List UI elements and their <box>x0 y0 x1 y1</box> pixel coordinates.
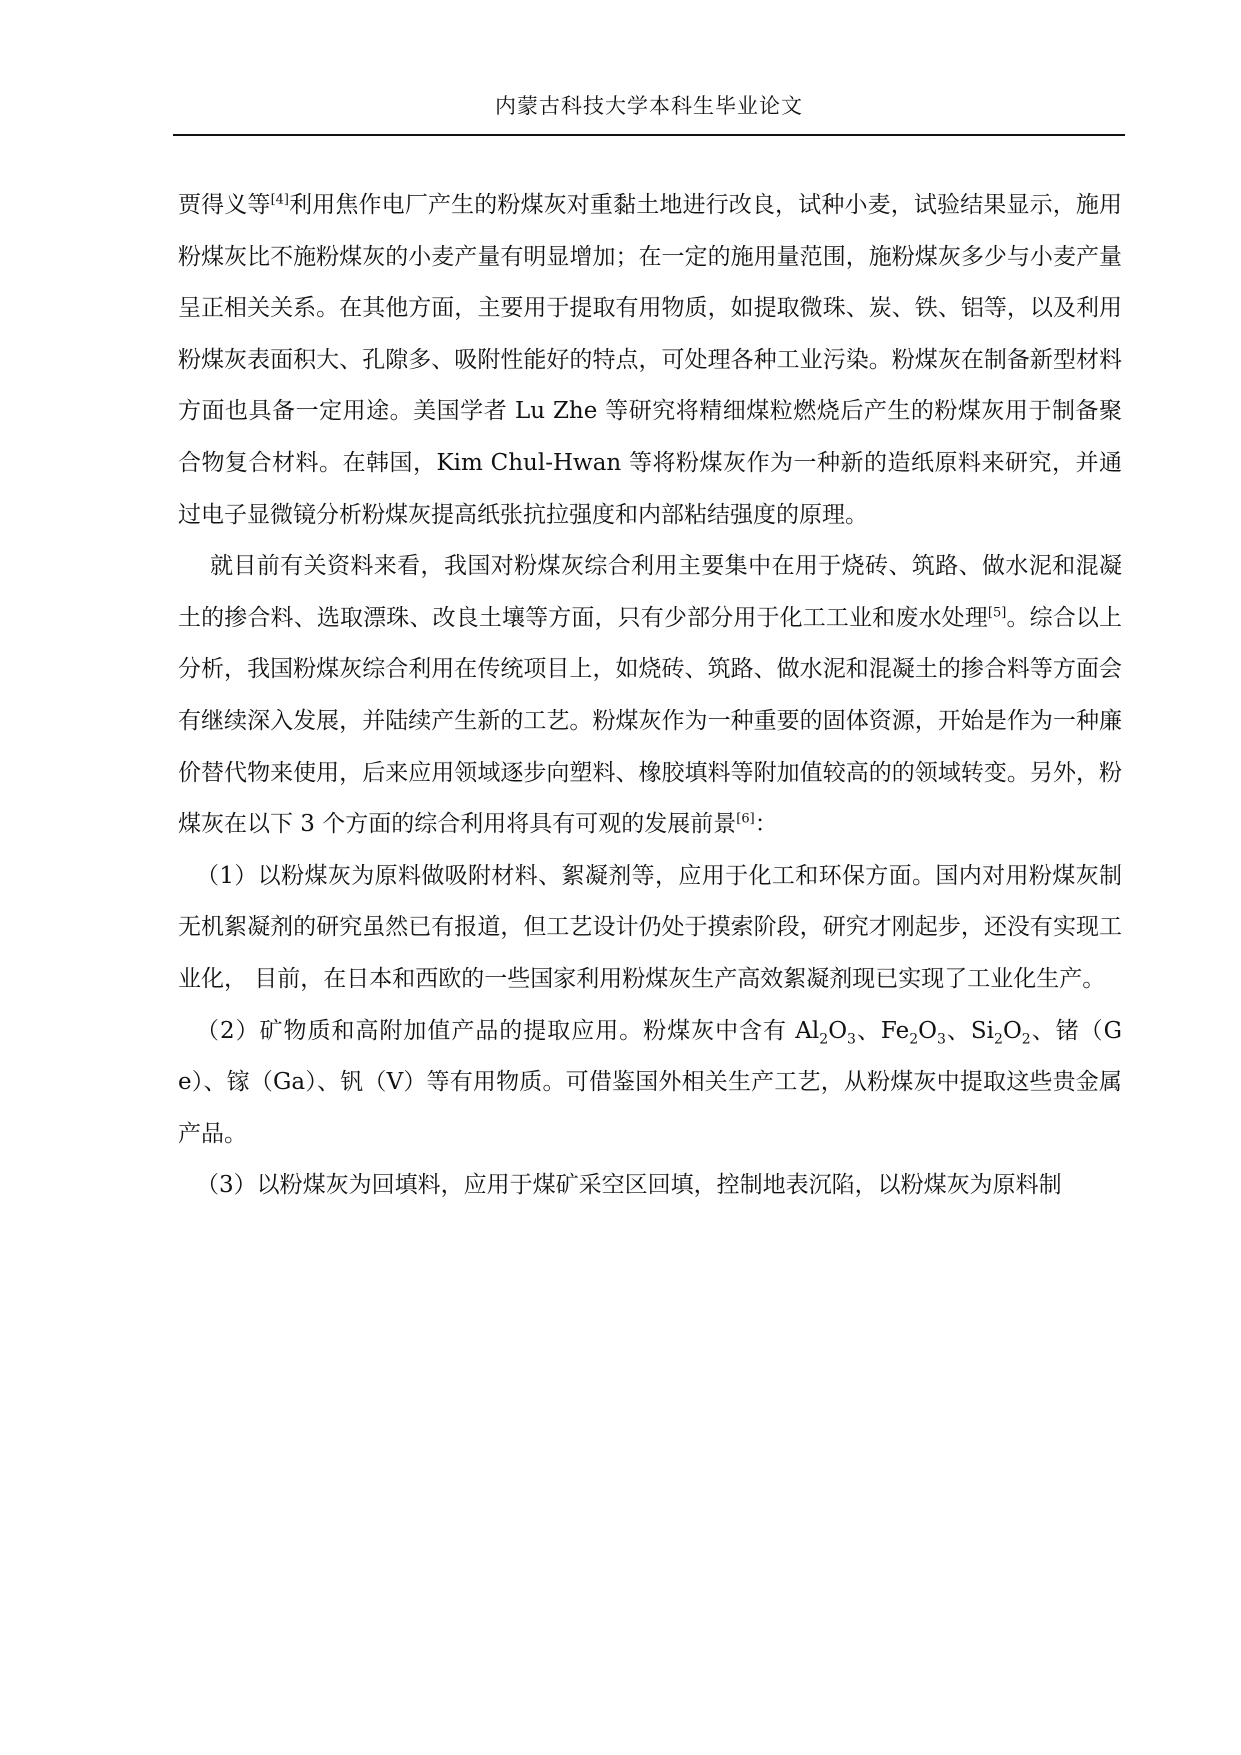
subscript: 2 <box>909 1031 919 1048</box>
subscript: 2 <box>819 1031 829 1048</box>
text-run: 、Fe <box>855 1017 910 1044</box>
subscript: 3 <box>847 1031 856 1048</box>
paragraph-item-3 <box>178 1160 1122 1212</box>
text-run: （2）矿物质和高附加值产品的提取应用。粉煤灰中含有 Al <box>196 1017 820 1044</box>
text-run: 。综合以上分析，我国粉煤灰综合利用在传统项目上，如烧砖、筑路、做水泥和混凝土的掺合料等方面会有继续深入发展，并陆续产生新的工艺。粉煤灰作为一种重要的固体资源，开始是作为一种廉价替代物来使用，后来应用领域逐步向塑料、橡胶填料等附加值较高的的领域转变。另外，粉煤灰在以下 3 个方面的综合利用将具有可观的发展前景 <box>178 604 1123 838</box>
text-run: ： <box>754 811 778 838</box>
text-run: 利用焦作电厂产生的粉煤灰对重黏土地进行改良，试种小麦，试验结果显示，施用粉煤灰比不施粉煤灰的小麦产量有明显增加；在一定的施用量范围，施粉煤灰多少与小麦产量呈正相关关系。在其他方面，主要用于提取有用物质，如提取微珠、炭、铁、铝等，以及利用粉煤灰表面积大、孔隙多、吸附性能好的特点，可处理各种工业污染。粉煤灰在制备新型材料方面也具备一定用途。美国学者 Lu Zhe 等研究将精细煤粒燃烧后产生的粉煤灰用于制备聚合物复合材料。在韩国，Kim Chul-Hwan 等将粉煤灰作为一种新的造纸原料来研究，并通过电子显微镜分析粉煤灰提高纸张抗拉强度和内部粘结强度的原理。 <box>178 192 1123 528</box>
text-run: （3）以粉煤灰为回填料，应用于煤矿采空区回填，控制地表沉陷，以粉煤灰为原料制 <box>196 1172 1062 1199</box>
text-run: 贾得义等 <box>178 192 271 218</box>
paragraph-item-2 <box>178 1006 1122 1161</box>
page-header <box>173 84 1125 136</box>
citation-ref: [5] <box>987 605 1007 621</box>
text-run: O <box>1002 1017 1022 1044</box>
subscript: 2 <box>994 1031 1003 1048</box>
body-text <box>178 180 1122 1212</box>
text-run: 、锗（Ge）、镓（Ga）、钒（V）等有用物质。可借鉴国外相关生产工艺，从粉煤灰中提取这些贵金属产品。 <box>178 1017 1122 1147</box>
paragraph-2 <box>178 541 1122 851</box>
subscript: 3 <box>937 1031 946 1048</box>
text-run: O <box>828 1017 848 1044</box>
paragraph-1 <box>178 180 1122 541</box>
text-run: 就目前有关资料来看，我国对粉煤灰综合利用主要集中在用于烧砖、筑路、做水泥和混凝土的掺合料、选取漂珠、改良土壤等方面，只有少部分用于化工工业和废水处理 <box>178 553 1122 631</box>
citation-ref: [4] <box>270 192 289 208</box>
text-run: （1）以粉煤灰为原料做吸附材料、絮凝剂等，应用于化工和环保方面。国内对用粉煤灰制无机絮凝剂的研究虽然已有报道，但工艺设计仍处于摸索阶段，研究才刚起步，还没有实现工业化， 目前，在日本和西欧的一些国家利用粉煤灰生产高效絮凝剂现已实现了工业化生产。 <box>178 862 1122 992</box>
header-title: 内蒙古科技大学本科生毕业论文 <box>495 94 803 118</box>
subscript: 2 <box>1021 1031 1031 1048</box>
citation-ref: [6] <box>736 811 755 827</box>
paragraph-item-1 <box>178 851 1122 1006</box>
text-run: 、Si <box>945 1017 995 1044</box>
text-run: O <box>918 1017 938 1044</box>
